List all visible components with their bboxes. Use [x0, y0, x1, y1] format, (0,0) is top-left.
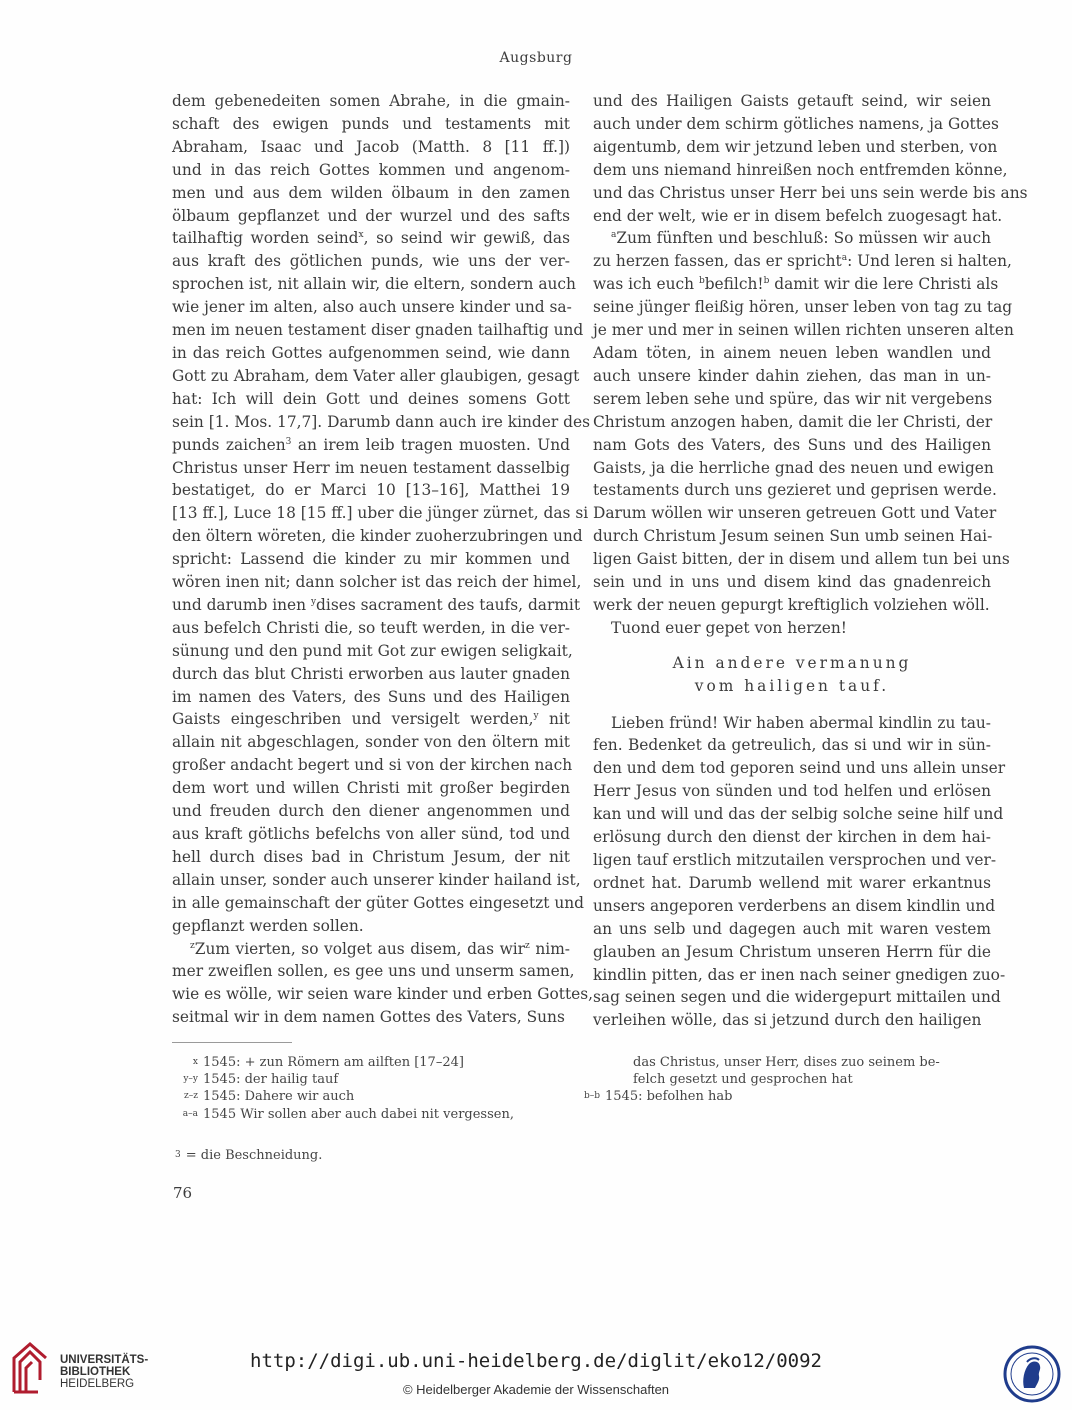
- text-line: dem uns niemand hinreißen noch entfremden könne,: [593, 160, 1008, 179]
- footnote-mark: x: [192, 1057, 198, 1067]
- text-line: tailhaftig worden seind$^x$, so seind wir gewiß, das: [172, 229, 570, 248]
- text-line: kan und will und das der selbig solche seine hilf und: [593, 805, 1004, 824]
- text-line: Christum anzogen haben, damit die ler Christi, der: [593, 412, 993, 431]
- footnote-row: [175, 1054, 573, 1071]
- text-line: punds zaichen$^3$ an irem leib tragen muosten. Und: [172, 435, 571, 454]
- text-line: auch unsere kinder dahin ziehen, das man in un-: [593, 366, 991, 385]
- text-line: dem wort und willen Christi mit großer begirden: [172, 779, 570, 798]
- text-line: Lieben fründ! Wir haben abermal kindlin zu tau-: [611, 713, 991, 732]
- copyright-notice: © Heidelberger Akademie der Wissenschaften: [402, 1382, 670, 1397]
- text-line: Gaists, ja die herrliche gnad des neuen und ewigen: [593, 458, 994, 477]
- footnote-continuation-1: das Christus, unser Herr, dises zuo seinem be-: [633, 1055, 940, 1070]
- text-line: Christus unser Herr im neuen testament dasselbig: [172, 458, 570, 477]
- text-line: nam Gots des Vaters, des Suns und des Hailigen: [593, 435, 991, 454]
- text-line: wie jener im alten, also auch unsere kinder und sa-: [172, 298, 572, 317]
- text-line: $^a$Zum fünften und beschluß: So müssen wir auch: [611, 229, 991, 248]
- text-line: aus befelch Christi die, so teuft werden, in die ver-: [172, 618, 570, 637]
- text-line: je mer und mer in seinen willen richten unseren alten: [593, 321, 1014, 340]
- footnote-row: [577, 1088, 995, 1105]
- text-line: testaments durch uns gezieret und geprisen werde.: [593, 481, 997, 500]
- text-line: erlösung durch den dienst der kirchen in dem hai-: [593, 828, 991, 847]
- text-line: Gott zu Abraham, dem Vater aller glaubigen, gesagt: [172, 366, 580, 385]
- right-text-column: [593, 90, 1028, 1032]
- text-line: in alle gemainschaft der güter Gottes eingesetzt und: [172, 893, 584, 912]
- footnotes-left: [175, 1054, 573, 1123]
- text-line: kindlin pitten, das er inen nach seiner gnedigen zuo-: [593, 965, 1006, 984]
- text-line: mer zweiflen sollen, es gee uns und unserm samen,: [172, 962, 575, 981]
- text-line: fen. Bedenket da getreulich, das si und wir in sün-: [593, 736, 991, 755]
- text-line: men im neuen testament diser gnaden tailhaftig und: [172, 321, 584, 340]
- text-line: großer andacht begert und si von der kirchen nach: [172, 756, 573, 775]
- footnote-mark: y–y: [183, 1074, 198, 1085]
- library-name-line-1: UNIVERSITÄTS-: [60, 1354, 149, 1366]
- text-line: aus kraft götlichs befelchs von aller sünd, tod und: [172, 825, 570, 843]
- footnotes-right: [583, 1054, 995, 1106]
- right-text-part-b: [593, 712, 1006, 1033]
- text-line: wie es wölle, wir seien ware kinder und erben Gottes,: [172, 985, 594, 1004]
- text-line: auch under dem schirm götliches namens, ja Gottes: [593, 114, 999, 133]
- text-line: bestatiget, do er Marci 10 [13–16], Matthei 19: [172, 481, 570, 500]
- text-line: ligen tauf erstlich mitzutailen versprochen und ver-: [593, 851, 997, 869]
- text-line: sünung und den pund mit Got zur ewigen seligkait,: [172, 641, 573, 660]
- text-line: allain nit abgeschlagen, sonder von den öltern mit: [172, 733, 570, 752]
- text-line: seine jünger fleißig hören, unser leben von tag zu tag: [593, 298, 1013, 317]
- footnote-continuation-2: felch gesetzt und gesprochen hat: [633, 1072, 853, 1088]
- text-line: und des Hailigen Gaists getauft seind, wir seien: [593, 92, 991, 110]
- footnote-text: 1545: der hailig tauf: [203, 1072, 339, 1088]
- text-line: sprochen ist, nit allain wir, die eltern, sondern auch: [172, 275, 576, 294]
- text-line: serem leben sehe und spüre, das wir nit vergebens: [593, 389, 993, 408]
- text-line: und darumb inen $^y$dises sacrament des taufs, darmit: [172, 595, 581, 614]
- note-text: = die Beschneidung.: [185, 1148, 323, 1163]
- footnote-text: 1545: + zun Römern am ailften [17–24]: [203, 1055, 464, 1070]
- text-line: hat: Ich will dein Gott und deines somens Gott: [172, 389, 570, 408]
- text-line: sein [1. Mos. 17,7]. Darumb dann auch ire kinder des: [172, 412, 590, 431]
- text-line: gepflanzt werden sollen.: [172, 916, 364, 935]
- text-line: ligen Gaist bitten, der in disem und allem tun bei uns: [593, 550, 1010, 569]
- text-line: end der welt, wie er in disem befelch zuogesagt hat.: [593, 206, 1003, 225]
- text-line: den und dem tod geporen seind und uns allein unser: [593, 759, 1006, 778]
- permalink-url[interactable]: http://digi.ub.uni-heidelberg.de/diglit/eko12/0092: [250, 1350, 822, 1372]
- text-line: und in das reich Gottes kommen und angenom-: [172, 160, 570, 179]
- text-line: glauben an Jesum Christum unseren Herrn für die: [593, 942, 991, 961]
- page-number: 76: [173, 1184, 193, 1202]
- text-line: den öltern wöreten, die kinder zuoherzubringen und: [172, 527, 583, 546]
- section-heading-line-1: Ain andere vermanung: [672, 653, 912, 672]
- text-line: Herr Jesus von sünden und tod helfen und erlösen: [593, 782, 991, 801]
- running-title: Augsburg: [499, 50, 573, 66]
- section-heading-line-2: vom hailigen tauf.: [694, 676, 890, 695]
- text-line: seitmal wir in dem namen Gottes des Vaters, Suns: [172, 1008, 565, 1027]
- text-line: und das Christus unser Herr bei uns sein werde bis ans: [593, 183, 1028, 202]
- text-line: $^z$Zum vierten, so volget aus disem, das wir$^z$ nim-: [190, 939, 570, 958]
- text-line: wören inen nit; dann solcher ist das reich der himel,: [172, 573, 582, 592]
- text-line: durch Christum Jesum seinen Sun umb seinen Hai-: [593, 527, 993, 546]
- right-text-part-a: [593, 90, 1028, 640]
- library-name-line-2: BIBLIOTHEK: [60, 1366, 131, 1378]
- footnote-mark: z–z: [184, 1091, 198, 1102]
- text-line: schaft des ewigen punds und testaments mit: [172, 114, 570, 133]
- library-name-line-3: HEIDELBERG: [60, 1378, 135, 1390]
- text-line: was ich euch $^b$befilch!$^b$ damit wir die lere Christi als: [593, 275, 999, 294]
- text-line: allain unser, sonder auch unserer kinder hailand ist,: [172, 870, 581, 889]
- text-line: Tuond euer gepet von herzen!: [611, 618, 847, 637]
- text-line: verleihen wölle, das si jetzund durch den hailigen: [593, 1011, 982, 1030]
- text-line: spricht: Lassend die kinder zu mir kommen und: [172, 550, 570, 569]
- section-heading: [593, 652, 991, 698]
- academy-seal[interactable]: [1002, 1344, 1062, 1404]
- text-line: im namen des Vaters, des Suns und des Hailigen: [172, 687, 570, 706]
- footnote-mark: a–a: [182, 1108, 198, 1119]
- text-line: zu herzen fassen, das er spricht$^a$: Und leren si halten,: [593, 252, 1012, 271]
- text-line: Abraham, Isaac und Jacob (Matth. 8 [11 ff.]): [172, 137, 570, 156]
- text-line: ordnet hat. Darumb wellend mit warer erkantnus: [593, 873, 991, 892]
- footnote-row: [175, 1088, 573, 1105]
- text-line: Gaists eingeschriben und versigelt werden,$^y$ nit: [172, 710, 570, 729]
- footnote-text: 1545: Dahere wir auch: [203, 1089, 355, 1105]
- footnote-mark: b–b: [583, 1091, 600, 1102]
- footnote-text: 1545 Wir sollen aber auch dabei nit vergessen,: [203, 1106, 514, 1122]
- text-line: an uns selb und dagegen auch mit waren vestem: [593, 919, 991, 938]
- footnote-rule: [172, 1042, 292, 1043]
- text-line: men und aus dem wilden ölbaum in den zamen: [172, 183, 570, 202]
- note-mark: 3: [175, 1150, 181, 1160]
- text-line: aigentumb, dem wir jetzund leben und sterben, von: [593, 137, 998, 156]
- text-line: [13 ff.], Luce 18 [15 ff.] uber die jünger zürnet, das si: [172, 504, 589, 523]
- text-line: dem gebenedeiten somen Abrahe, in die gmain-: [172, 92, 570, 110]
- footnote-text: 1545: befolhen hab: [605, 1089, 733, 1105]
- text-line: und freuden durch den diener angenommen und: [172, 802, 570, 821]
- text-line: sein und in uns und disem kind das gnadenreich: [593, 573, 991, 592]
- text-line: unsers angeporen verderbens an disem kindlin und: [593, 896, 996, 915]
- academy-seal-icon: [1002, 1344, 1062, 1404]
- text-line: in das reich Gottes aufgenommen seind, wie dann: [172, 343, 570, 362]
- footer-bar: [0, 1320, 1072, 1410]
- footnote-row: [175, 1106, 573, 1123]
- text-line: durch das blut Christi erworben aus lauter gnaden: [172, 664, 570, 683]
- text-line: Darum wöllen wir unseren getreuen Gott und Vater: [593, 504, 997, 523]
- text-line: werk der neuen gepurgt kreftiglich volziehen wöll.: [593, 595, 990, 614]
- text-line: sag seinen segen und die widergepurt mittailen und: [593, 988, 1001, 1007]
- text-line: aus kraft des götlichen punds, wie uns der ver-: [172, 252, 570, 271]
- left-text-column: [172, 90, 594, 1029]
- editorial-note: [175, 1148, 322, 1163]
- text-line: Adam töten, in ainem neuen leben wandlen und: [593, 343, 991, 362]
- text-line: hell durch dises bad in Christum Jesum, der nit: [172, 847, 570, 866]
- text-line: ölbaum gepflanzet und der wurzel und des safts: [172, 206, 570, 225]
- footnote-row: [175, 1071, 573, 1088]
